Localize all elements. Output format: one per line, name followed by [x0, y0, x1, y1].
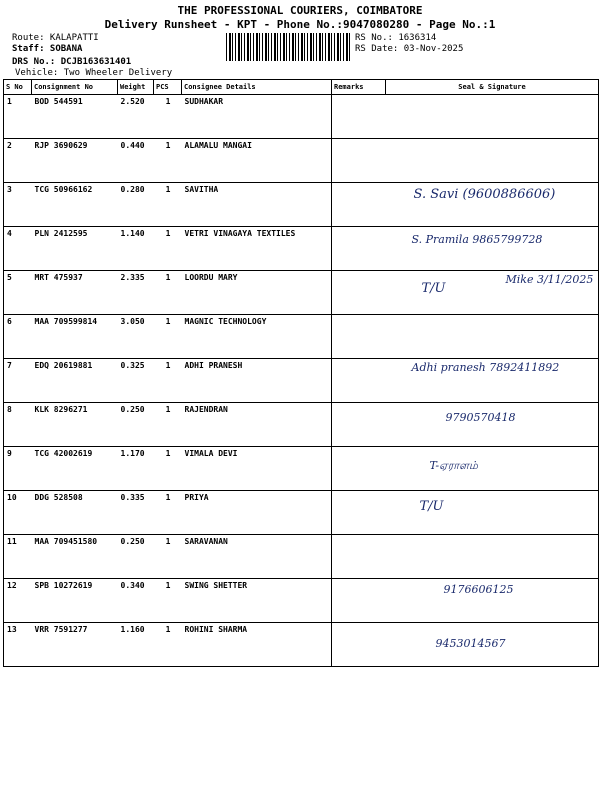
table-row — [4, 95, 599, 139]
cell-consignee: ROHINI SHARMA — [182, 623, 332, 667]
cell-pcs: 1 — [154, 447, 182, 491]
cell-weight: 0.340 — [118, 579, 154, 623]
cell-pcs: 1 — [154, 623, 182, 667]
col-weight: Weight — [118, 80, 154, 95]
cell-consignee: SUDHAKAR — [182, 95, 332, 139]
cell-consignee: LOORDU MARY — [182, 271, 332, 315]
cell-seal — [386, 579, 599, 623]
cell-pcs: 1 — [154, 271, 182, 315]
cell-pcs: 1 — [154, 535, 182, 579]
cell-sno: 5 — [4, 271, 32, 315]
cell-weight: 0.250 — [118, 403, 154, 447]
cell-sno: 9 — [4, 447, 32, 491]
cell-remarks — [332, 95, 386, 139]
col-consignment: Consignment No — [32, 80, 118, 95]
rs-number: RS No.: 1636314 — [355, 33, 437, 43]
cell-consignment: DDG 528508 — [32, 491, 118, 535]
table-row — [4, 271, 599, 315]
cell-sno: 4 — [4, 227, 32, 271]
cell-consignee: PRIYA — [182, 491, 332, 535]
signature: Adhi pranesh 7892411892 — [411, 361, 560, 374]
cell-remarks — [332, 403, 386, 447]
route-label: Route: KALAPATTI — [12, 33, 99, 43]
cell-sno: 11 — [4, 535, 32, 579]
col-consignee: Consignee Details — [182, 80, 332, 95]
cell-weight: 1.170 — [118, 447, 154, 491]
cell-pcs: 1 — [154, 315, 182, 359]
cell-seal — [386, 95, 599, 139]
table-row — [4, 623, 599, 667]
cell-seal — [386, 491, 599, 535]
cell-sno: 10 — [4, 491, 32, 535]
table-header-row — [4, 80, 599, 95]
cell-consignment: RJP 3690629 — [32, 139, 118, 183]
cell-weight: 2.335 — [118, 271, 154, 315]
vehicle-label: Vehicle: Two Wheeler Delivery — [15, 68, 173, 78]
cell-weight: 2.520 — [118, 95, 154, 139]
table-row — [4, 183, 599, 227]
cell-weight: 0.440 — [118, 139, 154, 183]
drs-label: DRS No.: DCJB163631401 — [12, 57, 132, 67]
cell-consignment: KLK 8296271 — [32, 403, 118, 447]
cell-consignee: VIMALA DEVI — [182, 447, 332, 491]
signature: S. Pramila 9865799728 — [411, 233, 543, 246]
cell-remarks — [332, 183, 386, 227]
table-row — [4, 359, 599, 403]
col-seal-signature: Seal & Signature — [386, 80, 599, 95]
signature: Mike 3/11/2025 — [505, 273, 594, 286]
cell-pcs: 1 — [154, 227, 182, 271]
cell-consignment: VRR 7591277 — [32, 623, 118, 667]
cell-sno: 12 — [4, 579, 32, 623]
cell-seal — [386, 403, 599, 447]
cell-consignee: RAJENDRAN — [182, 403, 332, 447]
cell-seal — [386, 183, 599, 227]
cell-consignee: SARAVANAN — [182, 535, 332, 579]
barcode — [226, 33, 350, 61]
table-row — [4, 139, 599, 183]
cell-consignee: VETRI VINAGAYA TEXTILES — [182, 227, 332, 271]
cell-consignment: MAA 709451580 — [32, 535, 118, 579]
cell-pcs: 1 — [154, 139, 182, 183]
cell-weight: 0.325 — [118, 359, 154, 403]
cell-sno: 1 — [4, 95, 32, 139]
cell-consignment: BOD 544591 — [32, 95, 118, 139]
cell-sno: 7 — [4, 359, 32, 403]
table-row — [4, 491, 599, 535]
cell-pcs: 1 — [154, 579, 182, 623]
signature: 9176606125 — [443, 583, 514, 596]
cell-consignee: SAVITHA — [182, 183, 332, 227]
signature: 9790570418 — [445, 411, 516, 424]
cell-remarks — [332, 579, 386, 623]
cell-pcs: 1 — [154, 183, 182, 227]
cell-consignee: ADHI PRANESH — [182, 359, 332, 403]
cell-remarks — [332, 623, 386, 667]
cell-pcs: 1 — [154, 359, 182, 403]
signature: S. Savi (9600886606) — [413, 187, 556, 202]
cell-consignment: PLN 2412595 — [32, 227, 118, 271]
table-row — [4, 447, 599, 491]
rs-date: RS Date: 03-Nov-2025 — [355, 44, 464, 54]
cell-seal — [386, 535, 599, 579]
staff-label: Staff: SOBANA — [12, 44, 83, 54]
cell-weight: 0.280 — [118, 183, 154, 227]
cell-consignment: SPB 10272619 — [32, 579, 118, 623]
cell-remarks — [332, 447, 386, 491]
cell-sno: 13 — [4, 623, 32, 667]
cell-consignee: ALAMALU MANGAI — [182, 139, 332, 183]
cell-seal — [386, 447, 599, 491]
cell-remarks — [332, 359, 386, 403]
cell-remarks — [332, 315, 386, 359]
cell-remarks — [332, 535, 386, 579]
cell-remarks — [332, 271, 386, 315]
cell-pcs: 1 — [154, 95, 182, 139]
signature: T/U — [421, 281, 446, 296]
cell-pcs: 1 — [154, 491, 182, 535]
cell-remarks — [332, 227, 386, 271]
table-row — [4, 315, 599, 359]
cell-seal — [386, 623, 599, 667]
table-row — [4, 403, 599, 447]
cell-seal — [386, 315, 599, 359]
cell-remarks — [332, 139, 386, 183]
signature: T/U — [419, 499, 444, 514]
cell-sno: 2 — [4, 139, 32, 183]
signature: T-ஏராளம் — [429, 459, 478, 472]
cell-consignment: MRT 475937 — [32, 271, 118, 315]
cell-weight: 3.050 — [118, 315, 154, 359]
cell-sno: 8 — [4, 403, 32, 447]
cell-weight: 0.335 — [118, 491, 154, 535]
cell-seal — [386, 271, 599, 315]
runsheet-subtitle: Delivery Runsheet - KPT - Phone No.:9047080280 - Page No.:1 — [104, 18, 496, 31]
cell-weight: 0.250 — [118, 535, 154, 579]
table-row — [4, 227, 599, 271]
cell-consignee: MAGNIC TECHNOLOGY — [182, 315, 332, 359]
cell-consignment: TCG 50966162 — [32, 183, 118, 227]
table-row — [4, 579, 599, 623]
cell-consignee: SWING SHETTER — [182, 579, 332, 623]
cell-seal — [386, 139, 599, 183]
runsheet-table — [3, 79, 599, 667]
cell-sno: 3 — [4, 183, 32, 227]
cell-weight: 1.160 — [118, 623, 154, 667]
cell-consignment: TCG 42002619 — [32, 447, 118, 491]
col-sno: S No — [4, 80, 32, 95]
table-row — [4, 535, 599, 579]
col-remarks: Remarks — [332, 80, 386, 95]
cell-consignment: MAA 709599814 — [32, 315, 118, 359]
cell-seal — [386, 359, 599, 403]
signature: 9453014567 — [435, 637, 506, 650]
col-pcs: PCS — [154, 80, 182, 95]
cell-consignment: EDQ 20619881 — [32, 359, 118, 403]
cell-weight: 1.140 — [118, 227, 154, 271]
cell-pcs: 1 — [154, 403, 182, 447]
cell-seal — [386, 227, 599, 271]
company-title: THE PROFESSIONAL COURIERS, COIMBATORE — [177, 4, 423, 17]
cell-sno: 6 — [4, 315, 32, 359]
cell-remarks — [332, 491, 386, 535]
